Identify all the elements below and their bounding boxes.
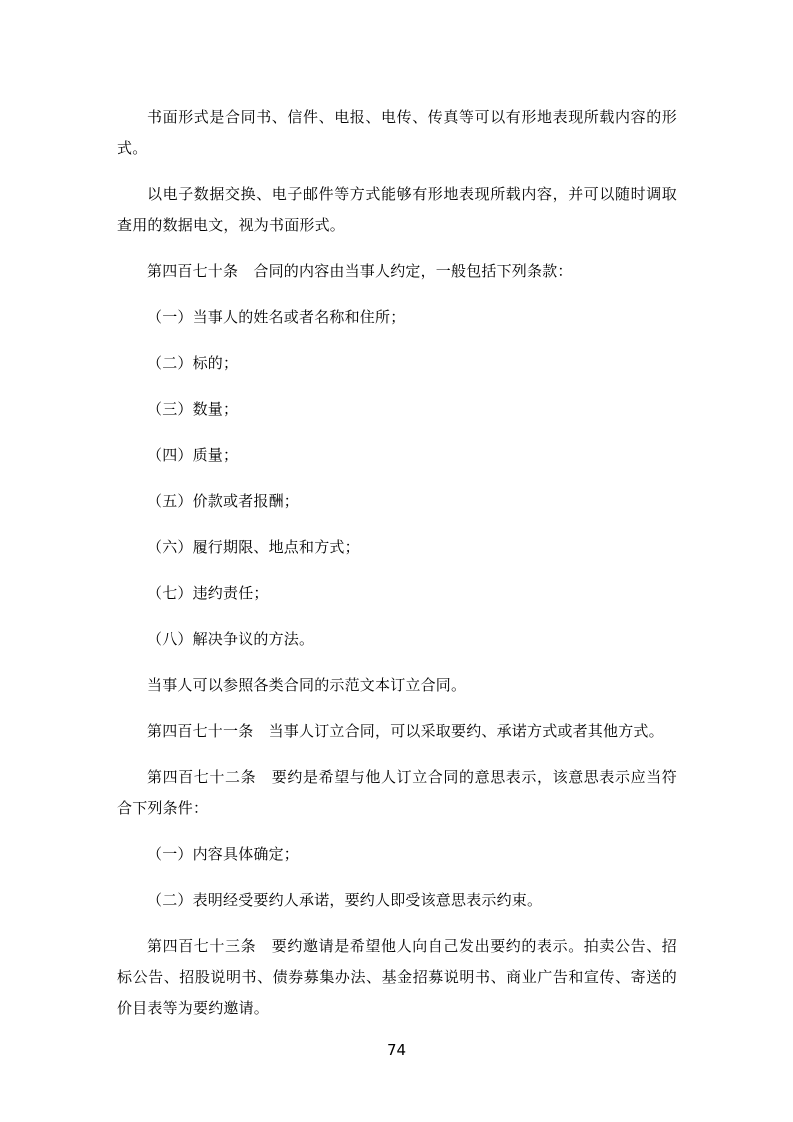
paragraph-electronic-data: 以电子数据交换、电子邮件等方式能够有形地表现所载内容，并可以随时调取查用的数据电文，视为书面形式。: [117, 185, 677, 234]
article-470-item-4: （四）质量；: [147, 446, 239, 464]
article-470-item-8: （八）解决争议的方法。: [147, 630, 315, 648]
article-470-item-7: （七）违约责任；: [147, 584, 269, 602]
article-471: 第四百七十一条 当事人订立合同，可以采取要约、承诺方式或者其他方式。: [147, 722, 664, 740]
paragraph-written-form-definition: 书面形式是合同书、信件、电报、电传、传真等可以有形地表现所载内容的形式。: [117, 108, 677, 157]
article-470-item-2: （二）标的；: [147, 354, 239, 372]
article-472-item-1: （一）内容具体确定；: [147, 845, 300, 863]
article-473: 第四百七十三条 要约邀请是希望他人向自己发出要约的表示。拍卖公告、招标公告、招股说明书、债券募集办法、基金招募说明书、商业广告和宣传、寄送的价目表等为要约邀请。: [117, 937, 677, 1017]
article-472: 第四百七十二条 要约是希望与他人订立合同的意思表示，该意思表示应当符合下列条件：: [117, 768, 677, 817]
page-number: 74: [386, 1041, 407, 1059]
article-470-item-1: （一）当事人的姓名或者名称和住所；: [147, 308, 406, 326]
document-body: [117, 102, 677, 1024]
article-470-item-6: （六）履行期限、地点和方式；: [147, 538, 360, 556]
article-472-item-2: （二）表明经受要约人承诺，要约人即受该意思表示约束。: [147, 891, 543, 909]
paragraph-model-text: 当事人可以参照各类合同的示范文本订立合同。: [147, 676, 467, 694]
article-470-item-5: （五）价款或者报酬；: [147, 492, 300, 510]
article-470: 第四百七十条 合同的内容由当事人约定，一般包括下列条款：: [147, 262, 573, 280]
article-470-item-3: （三）数量；: [147, 400, 239, 418]
